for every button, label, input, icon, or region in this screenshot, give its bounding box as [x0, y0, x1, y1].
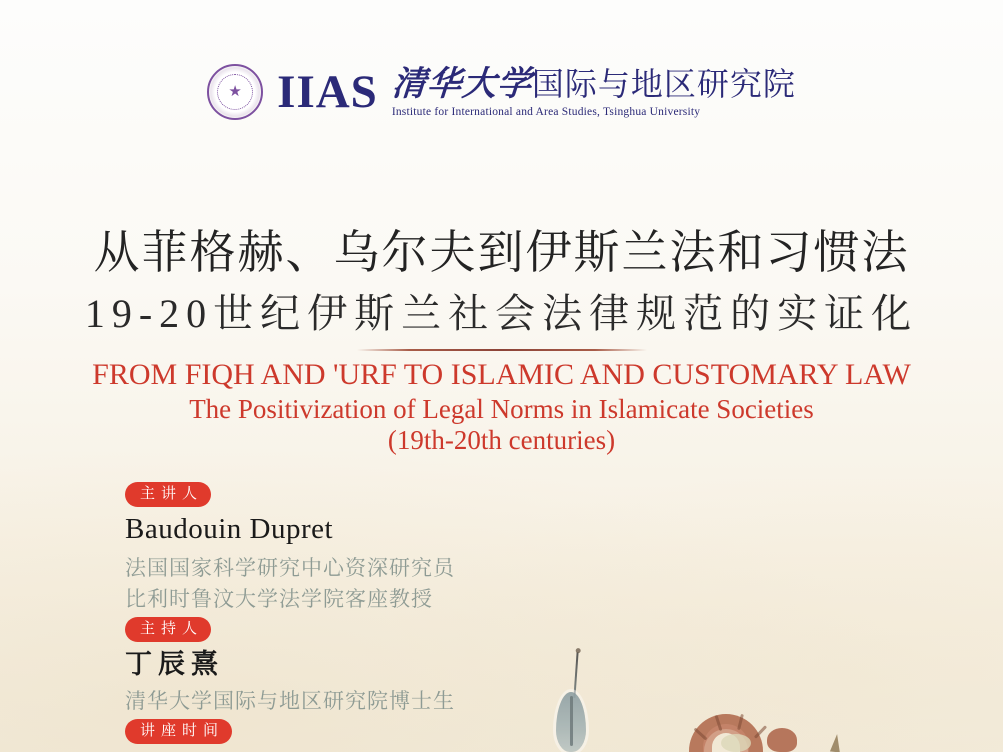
- minaret-finial-icon: [573, 652, 578, 698]
- logo-text-block: [392, 66, 796, 118]
- logo-institute-name: 国际与地区研究院: [531, 65, 796, 102]
- turban-icon: [683, 710, 803, 752]
- chinese-title-line2: 19-20世纪伊斯兰社会法律规范的实证化: [84, 290, 919, 336]
- logo-header: [0, 64, 1003, 120]
- time-section: [125, 719, 232, 744]
- english-title-line1: FROM FIQH AND 'URF TO ISLAMIC AND CUSTOMARY LAW: [92, 357, 911, 391]
- speaker-affiliation-1: 法国国家科学研究中心资深研究员: [125, 555, 455, 580]
- logo-chinese-row: [392, 66, 796, 103]
- chinese-title-line1: 从菲格赫、乌尔夫到伊斯兰法和习惯法: [93, 227, 910, 278]
- star-icon: ★: [228, 83, 242, 100]
- small-spire-icon: [830, 733, 842, 752]
- title-block: [0, 224, 1003, 457]
- host-affiliation: 清华大学国际与地区研究院博士生: [125, 689, 455, 714]
- logo-english-name: Institute for International and Area Studies, Tsinghua University: [391, 106, 701, 119]
- logo-university-calligraphy: 清华大学: [390, 65, 534, 103]
- speaker-badge: 主讲人: [125, 482, 211, 507]
- host-section: [125, 617, 455, 717]
- speaker-section: [125, 482, 455, 615]
- minaret-spire-icon: [556, 692, 586, 752]
- speaker-name: Baudouin Dupret: [125, 513, 334, 545]
- host-name: 丁辰熹: [125, 649, 224, 679]
- speaker-affiliation-2: 比利时鲁汶大学法学院客座教授: [125, 586, 433, 611]
- english-title-line3: (19th-20th centuries): [387, 425, 616, 456]
- lecture-time-badge: 讲座时间: [125, 719, 232, 744]
- iias-wordmark: IIAS: [277, 65, 378, 118]
- english-title-line2: The Positivization of Legal Norms in Islamicate Societies: [189, 393, 814, 424]
- host-badge: 主持人: [125, 617, 211, 642]
- title-divider: [357, 349, 647, 351]
- tsinghua-seal-icon: [207, 64, 263, 120]
